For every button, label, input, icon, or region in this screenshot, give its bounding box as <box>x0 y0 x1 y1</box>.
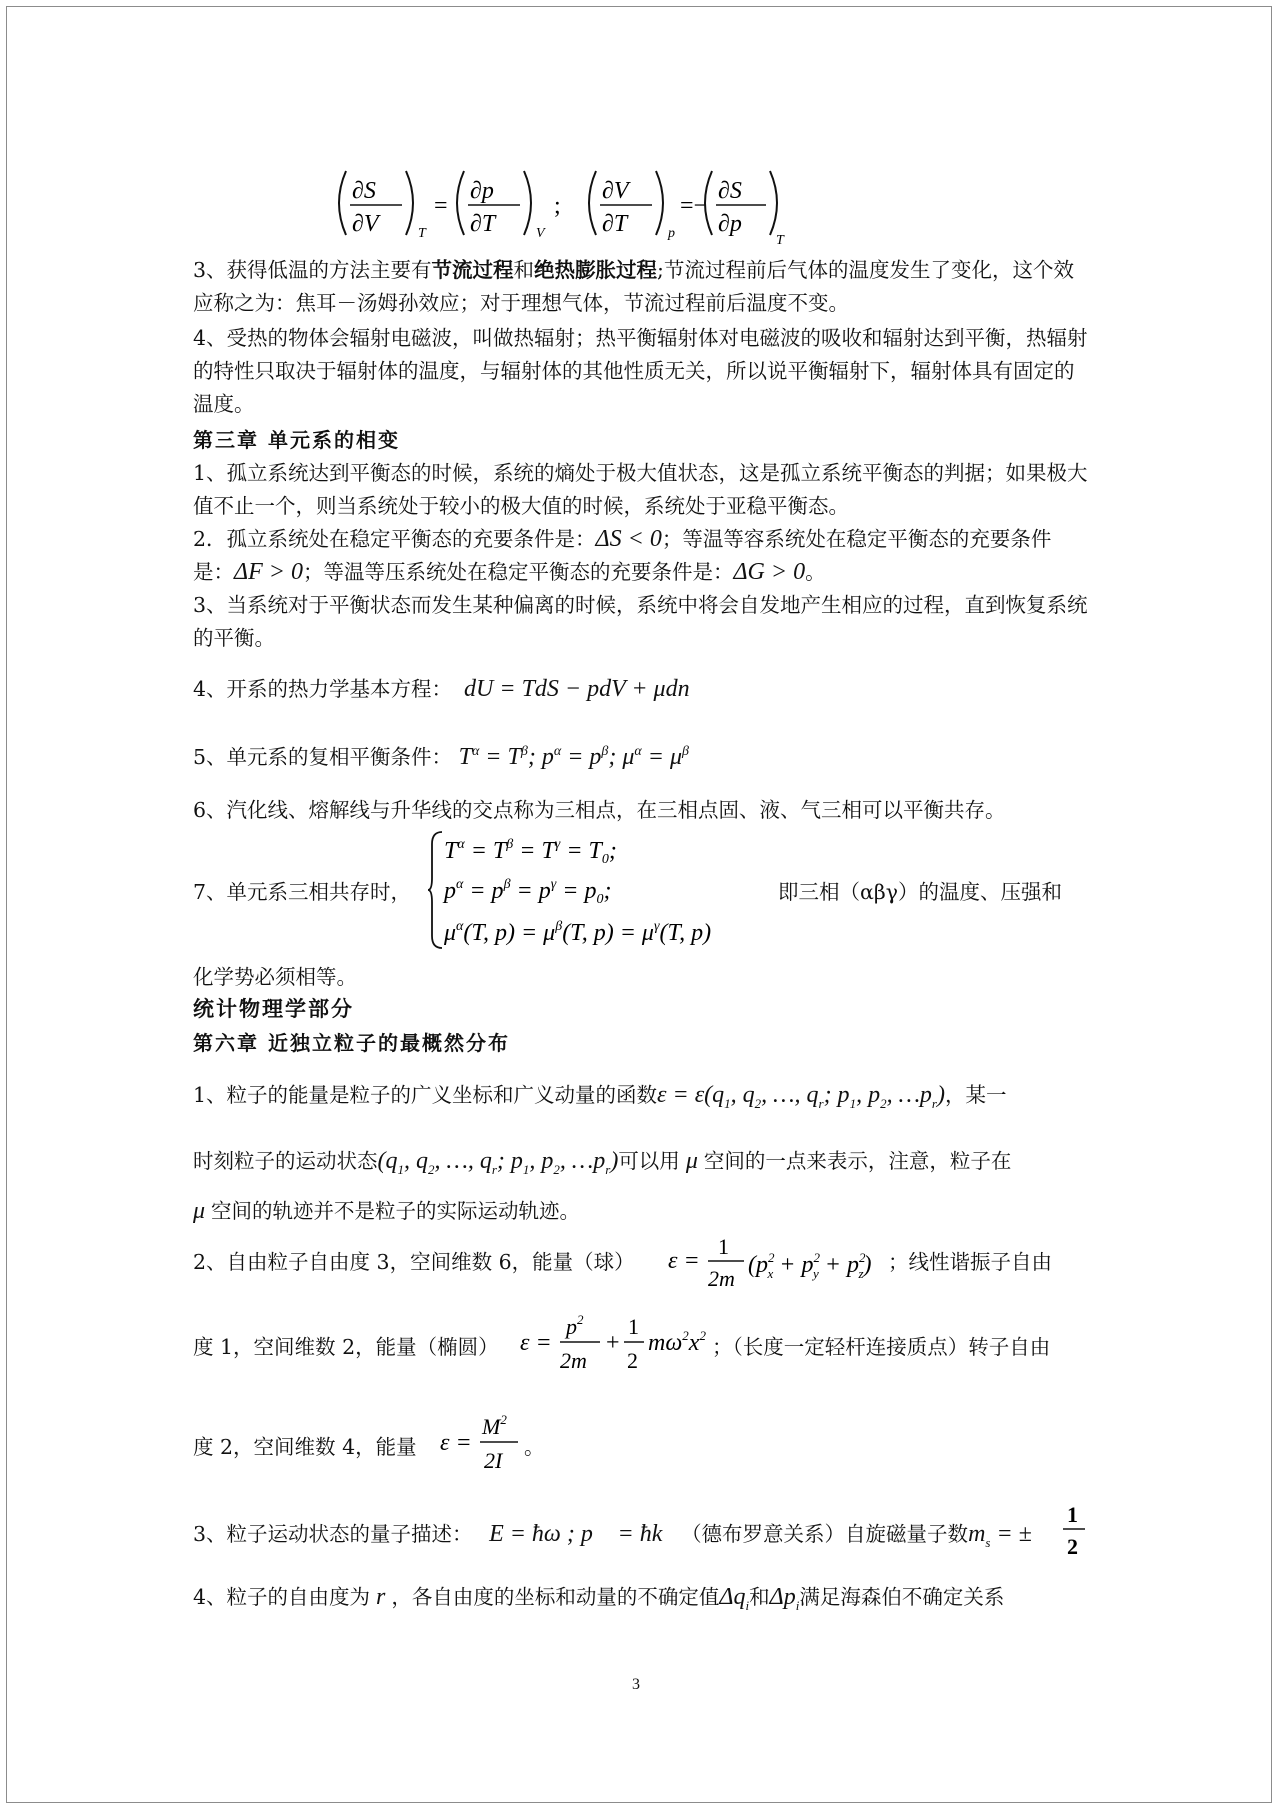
phase-equilibrium-equation: $T^\alpha = T^\beta$; $p^\alpha = p^\beta$; $\mu^\alpha = \mu^\beta$ <box>458 744 690 770</box>
svg-text:2m: 2m <box>560 1348 587 1373</box>
chapter3-p1: 1、孤立系统达到平衡态的时候，系统的熵处于极大值状态，这是孤立系统平衡态的判据；如果极大值不止一个，则当系统处于较小的极大值的时候，系统处于亚稳平衡态。 <box>193 461 1088 518</box>
delta-g-condition: ΔG > 0 <box>733 559 806 585</box>
svg-text:p2: $p^2$ <box>566 1312 584 1339</box>
lhs2-sub: p <box>668 226 675 241</box>
svg-text:(p2x + p2y + p2z): ($p^2$ $x + p^2$ $y + p^2$ z) <box>748 1250 872 1281</box>
paren-left <box>339 171 346 235</box>
svg-text:2: 2 <box>1067 1534 1078 1559</box>
svg-text:pα = pβ = pγ = p0;: $p^\alpha = p^\beta = p^\gamma = p_0$; <box>444 877 612 907</box>
svg-text:=−: =− <box>680 193 708 219</box>
rhs1-num: ∂p <box>470 178 494 204</box>
svg-text:1: 1 <box>628 1314 639 1339</box>
lhs1-sub: T <box>418 226 426 241</box>
rhs2-num: ∂S <box>718 178 742 204</box>
lhs2-den: ∂T <box>602 211 628 237</box>
rhs2-sub: T <box>776 233 784 248</box>
chapter6-p1-line1: 1、粒子的能量是粒子的广义坐标和广义动量的函数$\varepsilon = \varepsilon(q_1$, $q_2$, …, $q_r$; $p_1$, $p_2$, $\dots p_r$)，某一 <box>193 1082 1007 1111</box>
chapter3-p7-label: 7、单元系三相共存时， <box>193 880 412 904</box>
svg-text:1: 1 <box>718 1234 729 1259</box>
chapter3-p3: 3、当系统对于平衡状态而发生某种偏离的时候，系统中将会自发地产生相应的过程，直到恢复系统的平衡。 <box>193 593 1088 650</box>
chapter6-p1-line3: μ 空间的轨迹并不是粒子的实际运动轨迹。 <box>193 1198 581 1224</box>
page-number: 3 <box>632 1676 640 1693</box>
svg-text:ε =: ε = <box>668 1248 700 1274</box>
rhs2-den: ∂p <box>718 211 742 237</box>
svg-text:M2: $M^2$ <box>482 1412 507 1439</box>
chapter6-p2-line2-end: ；（长度一定轻杆连接质点）转子自由 <box>712 1335 1051 1359</box>
spin-half <box>1060 1498 1088 1560</box>
paragraph-thermal-radiation: 4、受热的物体会辐射电磁波，叫做热辐射；热平衡辐射体对电磁波的吸收和辐射达到平衡，热辐射的特性只取决于辐射体的温度，与辐射体的其他性质无关，所以说平衡辐射下，辐射体具有固定的温度。 <box>193 326 1088 416</box>
chapter6-p2-line3: 度 2，空间维数 4，能量 <box>193 1435 417 1459</box>
rhs1-den: ∂T <box>470 211 496 237</box>
chapter6-p3: 3、粒子运动状态的量子描述： E = ħω ; p⃗ = ħk⃗（德布罗意关系）自旋磁量子数$m_s$ = ± <box>193 1521 1032 1550</box>
statistical-part-heading: 统计物理学部分 <box>193 996 354 1021</box>
delta-f-condition: ΔF > 0 <box>234 559 303 585</box>
chapter6-p2-line1-end: ；线性谐振子自由 <box>888 1250 1052 1274</box>
rhs1-sub: V <box>536 226 545 241</box>
chapter6-heading: 第六章 近独立粒子的最概然分布 <box>193 1031 510 1055</box>
chapter6-p1-line2: 时刻粒子的运动状态($q_1$, $q_2$, …, $q_r$; $p_1$, $p_2$, $\dots p_r$)可以用 μ 空间的一点来表示，注意，粒子在 <box>193 1148 1012 1177</box>
triple-point-system <box>428 828 788 953</box>
chapter6-p2-line3-end: 。 <box>524 1435 545 1459</box>
free-particle-energy <box>668 1228 888 1294</box>
chapter3-p2: 2．孤立系统处在稳定平衡态的充要条件是：ΔS < 0；等温等容系统处在稳定平衡态的充要条件是：ΔF > 0；等温等压系统处在稳定平衡态的充要条件是：ΔG > 0。 <box>193 526 1052 585</box>
svg-text:+: + <box>606 1330 620 1356</box>
paragraph-low-temperature: 3、获得低温的方法主要有节流过程和绝热膨胀过程;节流过程前后气体的温度发生了变化，这个效应称之为：焦耳－汤姆孙效应；对于理想气体，节流过程前后温度不变。 <box>193 258 1074 315</box>
maxwell-relations <box>330 165 790 248</box>
rotor-energy <box>440 1408 520 1478</box>
svg-text:Tα = Tβ = Tγ = T0;: $T^\alpha = T^\beta = T^\gamma = T_0$; <box>444 837 617 867</box>
chapter6-p2-line1: 2、自由粒子自由度 3，空间维数 6，能量（球） <box>193 1250 635 1274</box>
chapter6-p2-line2: 度 1，空间维数 2，能量（椭圆） <box>193 1335 499 1359</box>
chapter3-p7-right: 即三相（αβγ）的温度、压强和 <box>778 880 1062 904</box>
svg-text:2I: 2I <box>484 1448 503 1473</box>
chapter3-heading: 第三章 单元系的相变 <box>193 428 400 452</box>
lhs2-num: ∂V <box>602 178 629 204</box>
chapter3-p7-tail: 化学势必须相等。 <box>193 965 357 989</box>
open-system-equation: dU = TdS − pdV + μdn <box>464 676 690 702</box>
separator: ; <box>554 193 561 219</box>
svg-text:2: 2 <box>627 1348 638 1373</box>
lhs1-num: ∂S <box>352 178 376 204</box>
svg-text:1: 1 <box>1067 1502 1078 1527</box>
chapter3-p5: 5、单元系的复相平衡条件： $T^\alpha = T^\beta$; $p^\alpha = p^\beta$; $\mu^\alpha = \mu^\beta$ <box>193 744 690 770</box>
chapter3-p6: 6、汽化线、熔解线与升华线的交点称为三相点，在三相点固、液、气三相可以平衡共存。 <box>193 798 1006 822</box>
lhs1-den: ∂V <box>352 211 379 237</box>
svg-text:ε =: ε = <box>520 1330 552 1356</box>
chapter3-p4: 4、开系的热力学基本方程： dU = TdS − pdV + μdn <box>193 676 690 702</box>
svg-text:μα(T, p) = μβ(T, p) = μγ(T, p): $\mu^\alpha(T$, $p) = \mu^\beta(T$, $p) = \mu^\gamma(T$, p) <box>444 919 712 946</box>
svg-text:=: = <box>434 193 448 219</box>
svg-text:mω2x2: $m\omega^2x^2$ <box>648 1328 706 1356</box>
svg-text:2m: 2m <box>708 1266 735 1291</box>
delta-s-condition: ΔS < 0 <box>595 526 662 552</box>
svg-text:ε =: ε = <box>440 1430 472 1456</box>
oscillator-energy <box>520 1308 706 1378</box>
chapter6-p4: 4、粒子的自由度为 r ，各自由度的坐标和动量的不确定值$\Delta q_i$和$\Delta p_i$满足海森伯不确定关系 <box>193 1584 1005 1613</box>
